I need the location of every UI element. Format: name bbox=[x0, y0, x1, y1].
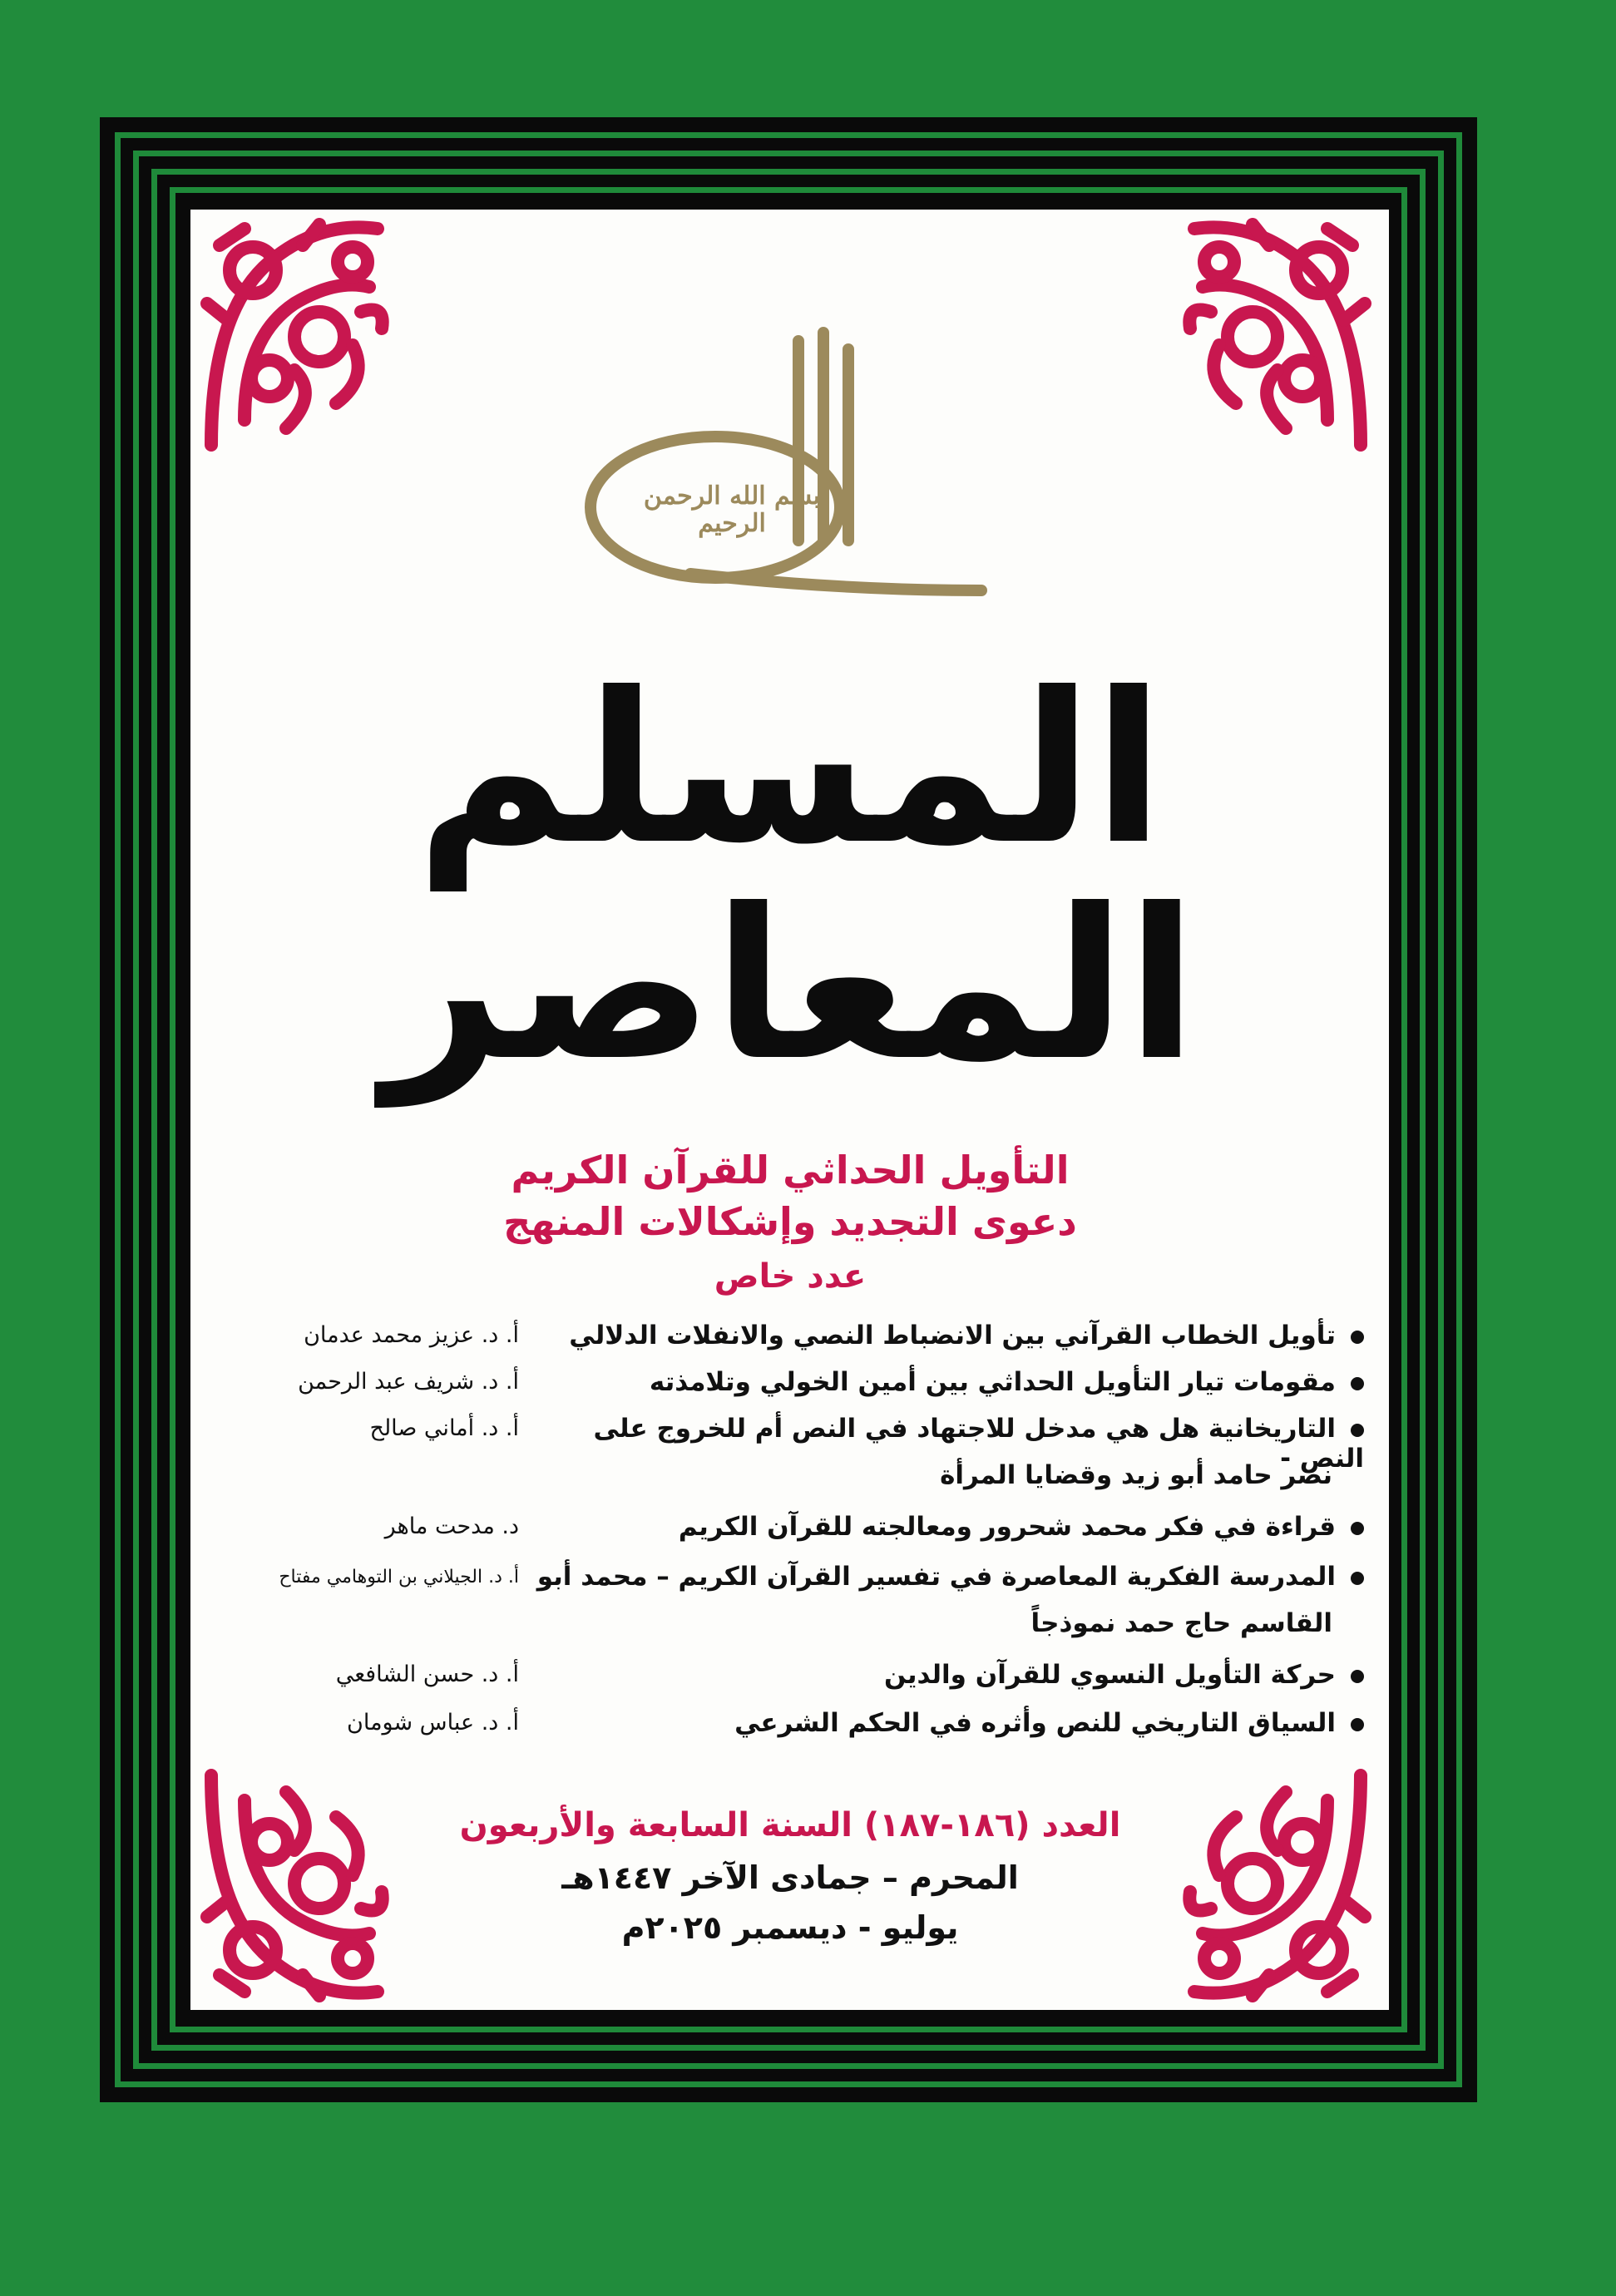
article-author: أ. د. شريف عبد الرحمن bbox=[298, 1369, 519, 1395]
headline-1: التأويل الحداثي للقرآن الكريم bbox=[511, 1148, 1070, 1192]
special-issue-label: عدد خاص bbox=[714, 1257, 867, 1296]
corner-ornament-icon bbox=[1182, 212, 1377, 462]
article-author: أ. د. أماني صالح bbox=[369, 1415, 519, 1441]
bullet-icon bbox=[1351, 1522, 1364, 1535]
bullet-icon bbox=[1351, 1331, 1364, 1344]
bullet-icon bbox=[1351, 1670, 1364, 1683]
corner-ornament-icon bbox=[1182, 1759, 1377, 2008]
article-title-continued: نصر حامد أبو زيد وقضايا المرأة bbox=[940, 1460, 1332, 1490]
gregorian-date: يوليو - ديسمبر ٢٠٢٥م bbox=[621, 1909, 959, 1946]
article-title: المدرسة الفكرية المعاصرة في تفسير القرآن الكريم – محمد أبو bbox=[536, 1562, 1336, 1592]
corner-ornament-icon bbox=[195, 1759, 390, 2008]
article-title-continued: القاسم حاج حمد نموذجاً bbox=[1030, 1608, 1332, 1638]
article-title: التاريخانية هل هي مدخل للاجتهاد في النص أم للخروج على النص - bbox=[593, 1414, 1364, 1474]
article-author: د. مدحت ماهر bbox=[384, 1513, 519, 1539]
article-title: تأويل الخطاب القرآني بين الانضباط النصي والانفلات الدلالي bbox=[569, 1321, 1336, 1350]
bullet-icon bbox=[1351, 1718, 1364, 1731]
basmala-calligraphy bbox=[574, 324, 998, 607]
basmala-tughra-icon bbox=[574, 324, 998, 607]
bullet-icon bbox=[1351, 1424, 1364, 1437]
article-title: مقومات تيار التأويل الحداثي بين أمين الخولي وتلامذته bbox=[649, 1367, 1336, 1397]
bullet-icon bbox=[1351, 1572, 1364, 1585]
corner-ornament-icon bbox=[195, 212, 390, 462]
article-title: السياق التاريخي للنص وأثره في الحكم الشرعي bbox=[734, 1708, 1336, 1738]
issue-number: العدد (١٨٦-١٨٧) السنة السابعة والأربعون bbox=[459, 1806, 1121, 1844]
article-author: أ. د. عزيز محمد عدمان bbox=[304, 1322, 519, 1348]
hijri-date: المحرم – جمادى الآخر ١٤٤٧هـ bbox=[561, 1859, 1019, 1896]
article-title: قراءة في فكر محمد شحرور ومعالجته للقرآن الكريم bbox=[678, 1512, 1336, 1542]
bullet-icon bbox=[1351, 1377, 1364, 1390]
magazine-title-line2: المعاصر bbox=[383, 864, 1198, 1106]
article-author: أ. د. الجيلاني بن التوهامي مفتاح bbox=[279, 1567, 519, 1587]
article-author: أ. د. حسن الشافعي bbox=[335, 1662, 519, 1687]
magazine-title-line1: المسلم bbox=[416, 648, 1164, 890]
headline-2: دعوى التجديد وإشكالات المنهج bbox=[503, 1199, 1077, 1244]
article-title: حركة التأويل النسوي للقرآن والدين bbox=[883, 1660, 1336, 1690]
article-author: أ. د. عباس شومان bbox=[347, 1710, 519, 1736]
basmala-text: بسم الله الرحمن الرحيم bbox=[643, 481, 821, 538]
